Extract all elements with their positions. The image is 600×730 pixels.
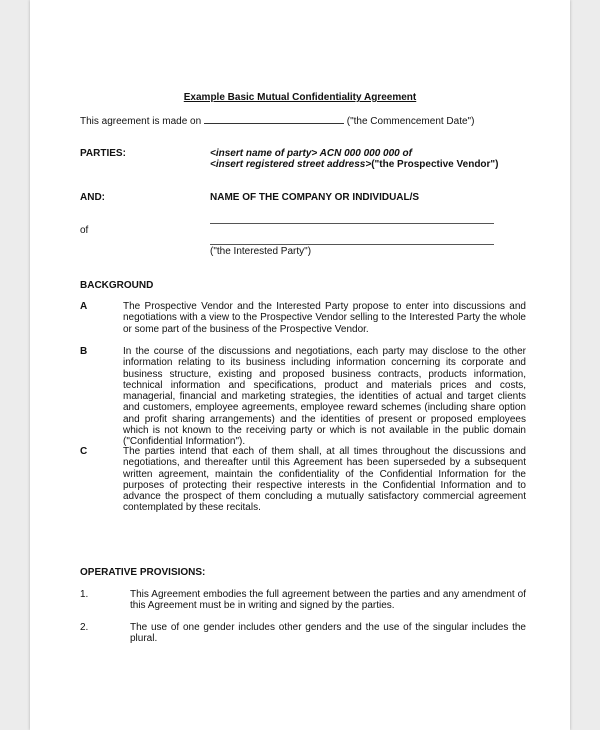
of-label: of — [80, 225, 89, 236]
party-address-placeholder: <insert registered street address> — [210, 159, 372, 170]
provision-number-2: 2. — [80, 622, 89, 633]
operative-heading: OPERATIVE PROVISIONS: — [80, 567, 206, 578]
provision-text-1: This Agreement embodies the full agreement between the parties and any amendment of this Agreement must be in writing and signed by the parties. — [130, 589, 526, 612]
parties-label: PARTIES: — [80, 148, 126, 159]
recital-text-b: In the course of the discussions and negotiations, each party may disclose to the other information relating to its business including information concerning its corporate and business structure, existing and proposed business contracts, products information, technical information and specifications, product and materials prices and costs, managerial, financial and marketing strategies, the identities of actual and target clients and customers, employee agreements, employee reward schemes (including share option and profit sharing arrangements) and the identities of present or proposed employees which is not known to the receiving party or which is not available in the public domain ("Confidential Information"). — [123, 346, 526, 448]
background-heading: BACKGROUND — [80, 280, 154, 291]
recital-letter-c: C — [80, 446, 88, 457]
company-name-placeholder: NAME OF THE COMPANY OR INDIVIDUAL/S — [210, 192, 420, 203]
provision-text-2: The use of one gender includes other genders and the use of the singular includes the plural. — [130, 622, 526, 645]
provision-number-1: 1. — [80, 589, 89, 600]
interested-party-def: ("the Interested Party") — [210, 246, 312, 257]
date-blank — [204, 114, 344, 124]
recital-text-a: The Prospective Vendor and the Interested Party propose to enter into discussions and negotiations with a view to the Prospective Vendor selling to the Interested Party the whole or some part of the business of the Prospective Vendor. — [123, 301, 526, 335]
intro-prefix: This agreement is made on — [80, 116, 202, 127]
intro-line — [80, 114, 500, 127]
recital-letter-a: A — [80, 301, 88, 312]
address-line-2 — [210, 244, 494, 245]
recital-text-c: The parties intend that each of them shall, at all times throughout the discussions and negotiations, and thereafter until this Agreement has been superseded by a subsequent written agreement, maintain the confidentiality of the Confidential Information for the purposes of protecting their respective interests in the Confidential Information and to advance the prospect of them concluding a mutually satisfactory commercial agreement contemplated by these recitals. — [123, 446, 526, 514]
party-name-placeholder: <insert name of party> ACN 000 000 000 of — [210, 148, 412, 159]
intro-suffix: ("the Commencement Date") — [346, 116, 475, 127]
party-address-line — [210, 159, 499, 170]
prospective-vendor-def: ("the Prospective Vendor") — [371, 159, 499, 170]
address-line-1 — [210, 223, 494, 224]
and-label: AND: — [80, 192, 105, 203]
document-title: Example Basic Mutual Confidentiality Agreement — [183, 92, 417, 103]
recital-letter-b: B — [80, 346, 88, 357]
